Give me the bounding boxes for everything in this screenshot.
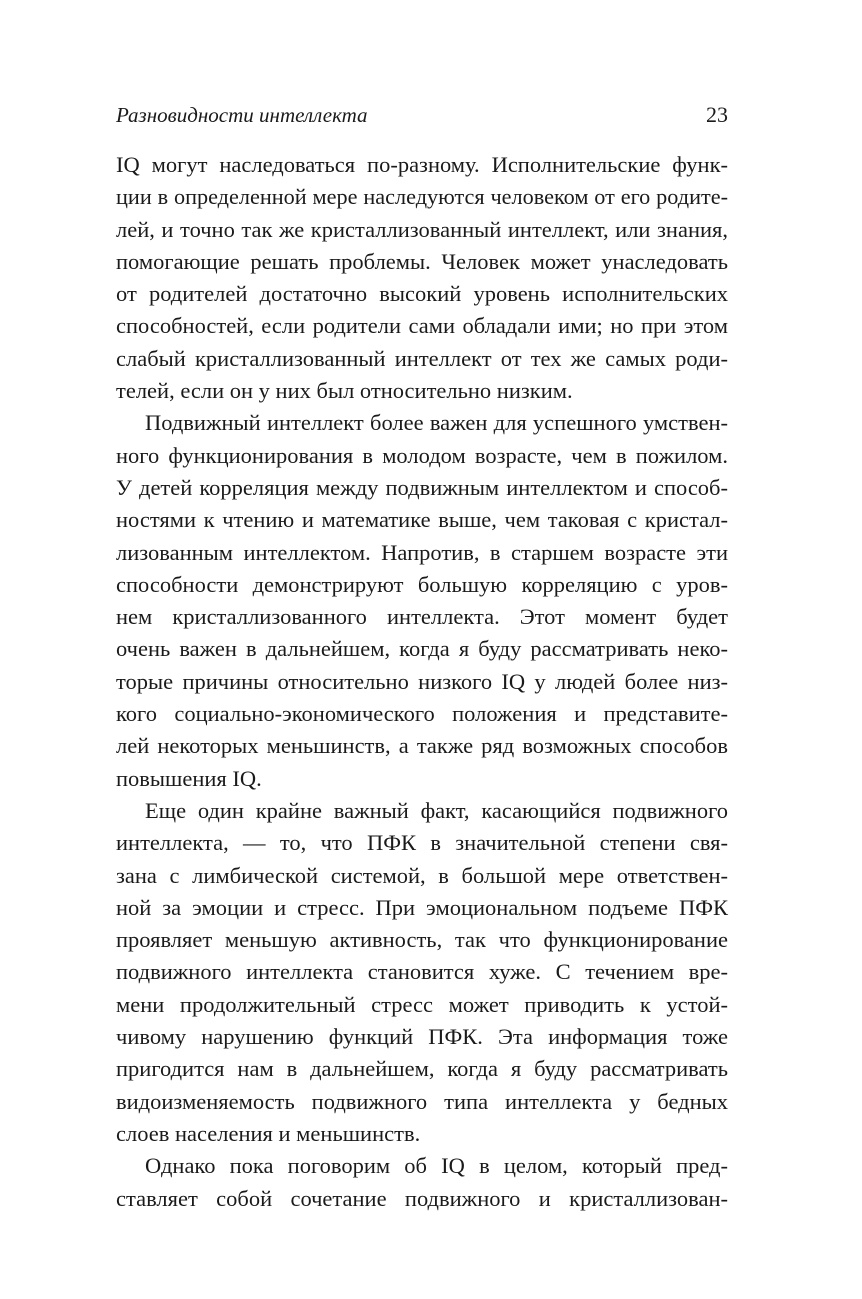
text-line: способности демонстрируют большую корреляцию с уров-: [116, 571, 728, 597]
paragraph: [116, 149, 728, 407]
text-line: торые причины относительно низкого IQ у людей более низ-: [116, 668, 728, 694]
running-header: [116, 100, 728, 134]
text-line: видоизменяемость подвижного типа интеллекта у бедных: [116, 1088, 728, 1114]
text-line: чивому нарушению функций ПФК. Эта информация тоже: [116, 1024, 728, 1050]
text-line: от родителей достаточно высокий уровень исполнительских: [116, 281, 728, 307]
text-line: помогающие решать проблемы. Человек может унаследовать: [116, 248, 728, 274]
text-line: подвижного интеллекта становится хуже. С течением вре-: [116, 959, 728, 985]
text-line: Однако пока поговорим об IQ в целом, который пред-: [145, 1153, 728, 1179]
text-line: лизованным интеллектом. Напротив, в старшем возрасте эти: [116, 539, 728, 565]
text-line: ставляет собой сочетание подвижного и кристаллизован-: [116, 1185, 728, 1211]
text-line: лей, и точно так же кристаллизованный интеллект, или знания,: [116, 216, 728, 242]
text-line: интеллекта, — то, что ПФК в значительной степени свя-: [116, 830, 728, 856]
text-line: пригодится нам в дальнейшем, когда я буду рассматривать: [116, 1056, 728, 1082]
text-line: слоев населения и меньшинств.: [116, 1120, 421, 1146]
text-line: ного функционирования в молодом возрасте, чем в пожилом.: [116, 442, 728, 468]
text-line: У детей корреляция между подвижным интеллектом и способ-: [116, 474, 728, 500]
paragraph: [116, 1150, 728, 1215]
text-line: нем кристаллизованного интеллекта. Этот момент будет: [116, 604, 728, 630]
text-line: кого социально-экономического положения и представите-: [116, 701, 728, 727]
text-line: мени продолжительный стресс может приводить к устой-: [116, 991, 728, 1017]
body-text: [116, 149, 728, 1215]
paragraph: [116, 407, 728, 795]
text-line: телей, если он у них был относительно низким.: [116, 378, 573, 404]
page-number: 23: [706, 102, 728, 127]
text-line: ной за эмоции и стресс. При эмоциональном подъеме ПФК: [116, 894, 728, 920]
running-title: Разновидности интеллекта: [116, 103, 368, 127]
text-line: лей некоторых меньшинств, а также ряд возможных способов: [116, 733, 728, 759]
text-line: зана с лимбической системой, в большой мере ответствен-: [116, 862, 728, 888]
paragraph: [116, 795, 728, 1150]
text-line: проявляет меньшую активность, так что функционирование: [116, 927, 728, 953]
text-line: ции в определенной мере наследуются человеком от его родите-: [116, 184, 728, 210]
text-line: IQ могут наследоваться по-разному. Исполнительские функ-: [116, 152, 728, 177]
text-line: способностей, если родители сами обладали ими; но при этом: [116, 313, 728, 339]
text-line: слабый кристаллизованный интеллект от тех же самых роди-: [116, 345, 728, 371]
text-line: очень важен в дальнейшем, когда я буду рассматривать неко-: [116, 636, 728, 662]
text-line: ностями к чтению и математике выше, чем таковая с кристал-: [116, 507, 728, 533]
text-line: повышения IQ.: [116, 765, 262, 791]
text-line: Еще один крайне важный факт, касающийся подвижного: [145, 797, 728, 823]
text-line: Подвижный интеллект более важен для успешного умствен-: [145, 410, 728, 436]
